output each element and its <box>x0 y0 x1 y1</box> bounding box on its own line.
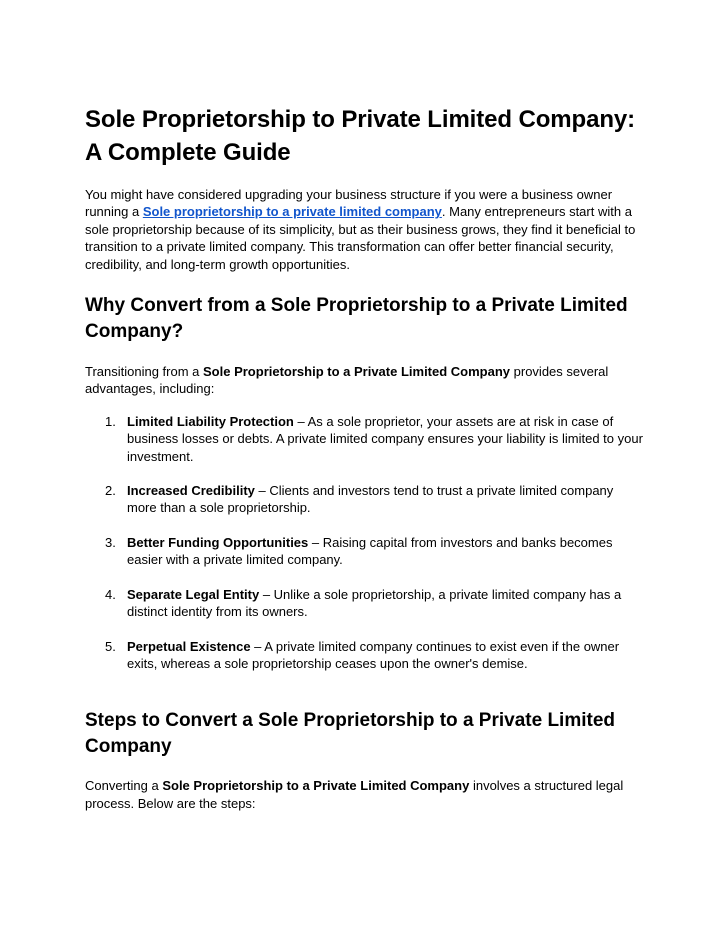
advantages-list <box>85 413 645 672</box>
list-item-text: – A private limited company continues to exist even if the owner exits, whereas a sole proprietorship ceases upon the owner's demise. <box>127 638 620 671</box>
steps-text-after: involves a structured legal process. Below are the steps: <box>85 778 624 811</box>
steps-text-bold: Sole Proprietorship to a Private Limited Company <box>162 778 470 794</box>
page-title: Sole Proprietorship to Private Limited Company: A Complete Guide <box>85 106 636 166</box>
sole-proprietorship-link[interactable]: Sole proprietorship to a private limited company <box>142 204 442 220</box>
list-item-text: – Unlike a sole proprietorship, a private limited company has a distinct identity from its owners. <box>127 586 622 620</box>
list-item-title: Separate Legal Entity <box>127 586 260 602</box>
list-item <box>85 534 645 569</box>
intro-paragraph <box>85 186 645 273</box>
why-text-bold: Sole Proprietorship to a Private Limited Company <box>203 364 511 380</box>
list-item-title: Perpetual Existence <box>127 638 251 654</box>
steps-paragraph <box>85 777 645 812</box>
list-item <box>85 638 645 673</box>
list-item <box>85 586 645 621</box>
list-item-number: 2. <box>105 483 116 499</box>
list-item <box>85 482 645 517</box>
steps-heading: Steps to Convert a Sole Proprietorship to a Private Limited Company <box>85 710 615 758</box>
list-item-text: – As a sole proprietor, your assets are at risk in case of business losses or debts. A private limited company ensures your liability is limited to your investment. <box>127 413 643 464</box>
list-item-title: Increased Credibility <box>127 483 255 499</box>
list-item-number: 3. <box>105 534 116 550</box>
list-item-title: Better Funding Opportunities <box>127 534 309 550</box>
why-text-before: Transitioning from a <box>85 364 204 380</box>
why-convert-paragraph <box>85 363 645 398</box>
why-text-after: provides several advantages, including: <box>85 364 609 397</box>
list-item-text: – Raising capital from investors and banks becomes easier with a private limited company. <box>127 534 613 568</box>
steps-text-before: Converting a <box>85 778 163 794</box>
intro-text-after: . Many entrepreneurs start with a sole proprietorship because of its simplicity, but as their business grows, they find it beneficial to transition to a private limited company. This transformation can offer better financial security, credibility, and long-term growth opportunities. <box>85 204 636 272</box>
intro-text-before: You might have considered upgrading your business structure if you were a business owner running a <box>85 187 613 220</box>
list-item-number: 4. <box>105 586 116 602</box>
why-convert-heading: Why Convert from a Sole Proprietorship to a Private Limited Company? <box>85 295 628 343</box>
list-item-number: 1. <box>105 413 116 429</box>
list-item-title: Limited Liability Protection <box>127 413 294 429</box>
list-item-text: – Clients and investors tend to trust a private limited company more than a sole proprietorship. <box>127 483 614 516</box>
list-item <box>85 413 645 465</box>
document-content <box>85 103 645 812</box>
list-item-number: 5. <box>105 638 116 654</box>
